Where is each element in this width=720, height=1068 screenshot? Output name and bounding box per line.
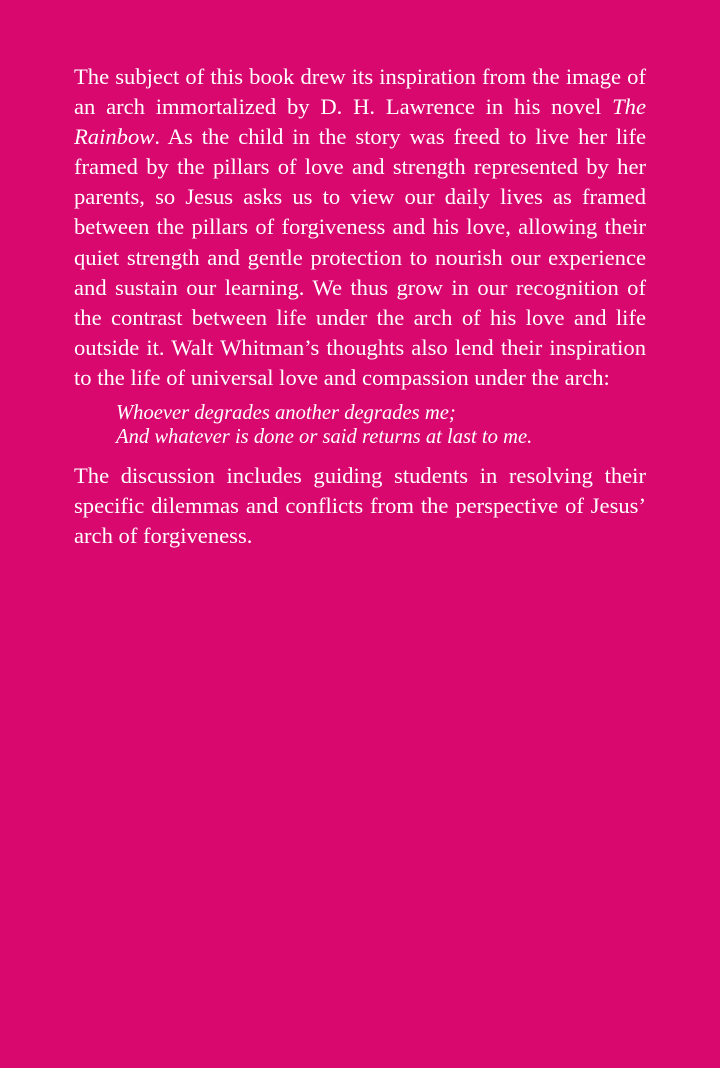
intro-text-part-a: The subject of this book drew its inspiration from the image of an arch immortalized by D. H. Lawrence in his novel <box>74 64 646 120</box>
discussion-paragraph: The discussion includes guiding students in resolving their specific dilemmas and conflicts from the perspective of Jesus’ arch of forgiveness. <box>74 463 646 549</box>
intro-paragraph <box>74 62 646 393</box>
whitman-quote <box>116 401 646 449</box>
intro-text-part-b: . As the child in the story was freed to live her life framed by the pillars of love and strength represented by her parents, so Jesus asks us to view our daily lives as framed between the pillars of forgiveness and his love, allowing their quiet strength and gentle protection to nourish our experience and sustain our learning. We thus grow in our recognition of the contrast between life under the arch of his love and life outside it. Walt Whitman’s thoughts also lend their inspiration to the life of universal love and compassion under the arch: <box>74 124 646 390</box>
quote-line-2: And whatever is done or said returns at last to me. <box>116 426 533 449</box>
novel-title: The Rainbow <box>74 94 646 150</box>
quote-line-1: Whoever degrades another degrades me; <box>116 402 456 425</box>
